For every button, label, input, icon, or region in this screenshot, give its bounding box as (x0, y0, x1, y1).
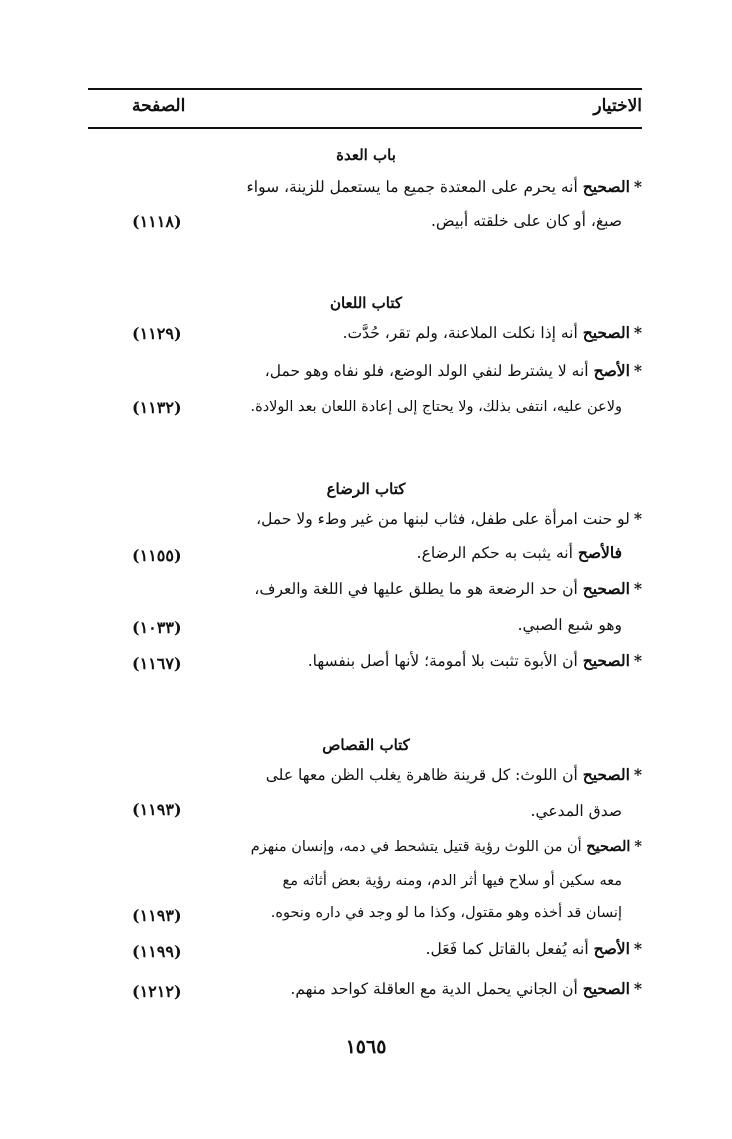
entry-text: معه سكين أو سلاح فيها أثر الدم، ومنه رؤية بعض أثاثه مع (282, 873, 622, 889)
entry-line (222, 764, 642, 786)
entry-text: أنه يثبت به حكم الرضاع. (416, 544, 573, 562)
entry-line (202, 870, 622, 892)
entry-line (222, 938, 642, 960)
page-number: ١٥٦٥ (345, 1036, 387, 1058)
entry-lead: الصحيح (582, 651, 630, 670)
entry-line (222, 836, 642, 858)
entry-text: صدق المدعي. (530, 802, 622, 820)
entry-text: أن الأبوة تثبت بلا أمومة؛ لأنها أصل بنفسها. (307, 652, 578, 670)
bullet-icon: * (633, 979, 642, 998)
bullet-icon: * (634, 838, 642, 855)
entry-lead: فالأصح (577, 543, 622, 562)
entry-line (202, 800, 622, 822)
page-reference: (١١٩٩) (132, 942, 182, 961)
entry-text: إنسان قد أخذه وهو مقتول، وكذا ما لو وجد في داره ونحوه. (270, 905, 622, 921)
entry-text: لو حنت امرأة على طفل، فثاب لبنها من غير وطء ولا حمل، (256, 510, 630, 528)
entry-line (202, 542, 622, 564)
bullet-icon: * (633, 939, 642, 958)
page-reference: (١٠٣٣) (132, 618, 182, 637)
page-reference: (١١٥٥) (132, 546, 182, 565)
entry-text: أن اللوث: كل قرينة ظاهرة يغلب الظن معها على (265, 766, 578, 784)
entry-lead: الصحيح (582, 177, 630, 196)
header-top-rule (88, 88, 642, 90)
entry-line (202, 614, 622, 636)
bullet-icon: * (633, 509, 642, 528)
header-page-column-title: الصفحة (132, 96, 186, 116)
page-reference: (١١٦٧) (132, 654, 182, 673)
page-reference: (١١٩٣) (132, 800, 182, 819)
section-title-rada: كتاب الرضاع (326, 480, 406, 498)
section-title-lian: كتاب اللعان (329, 294, 403, 312)
entry-line (222, 176, 642, 198)
entry-lead: الصحيح (582, 579, 630, 598)
entry-lead: الصحيح (582, 765, 630, 784)
page-reference: (١١٢٩) (132, 324, 182, 343)
entry-text: أنه يُفعل بالقاتل كما فَعَل. (425, 940, 589, 958)
entry-lead: الصحيح (586, 838, 631, 855)
entry-line (222, 650, 642, 672)
section-title-qisas: كتاب القصاص (322, 736, 410, 754)
bullet-icon: * (633, 579, 642, 598)
entry-text: صبغ، أو كان على خلقته أبيض. (430, 212, 622, 230)
entry-text: أنه إذا نكلت الملاعنة، ولم تقر، حُدَّت. (342, 324, 578, 342)
entry-line (202, 396, 622, 418)
bullet-icon: * (633, 765, 642, 784)
entry-text: أنه لا يشترط لنفي الولد الوضع، فلو نفاه وهو حمل، (264, 362, 589, 380)
section-title-idda: باب العدة (336, 146, 396, 164)
entry-line (222, 322, 642, 344)
entry-lead: الأصح (593, 939, 630, 958)
entry-text: أن حد الرضعة هو ما يطلق عليها في اللغة والعرف، (254, 580, 578, 598)
page-reference: (١١٣٢) (132, 398, 182, 417)
bullet-icon: * (633, 323, 642, 342)
entry-text: ولاعن عليه، انتفى بذلك، ولا يحتاج إلى إعادة اللعان بعد الولادة. (250, 399, 622, 415)
entry-line (222, 578, 642, 600)
header-title: الاختيار (593, 96, 642, 116)
page-reference: (١٢١٢) (132, 982, 182, 1001)
entry-lead: الأصح (593, 361, 630, 380)
page-reference: (١١١٨) (132, 212, 182, 231)
entry-line (202, 210, 622, 232)
entry-text: أن من اللوث رؤية قتيل يتشحط في دمه، وإنسان منهزم (250, 839, 582, 855)
entry-lead: الصحيح (582, 323, 630, 342)
entry-line (202, 902, 622, 924)
page-reference: (١١٩٣) (132, 906, 182, 925)
entry-line (222, 508, 642, 530)
bullet-icon: * (633, 177, 642, 196)
entry-line (222, 978, 642, 1000)
header-bottom-rule (88, 127, 642, 129)
bullet-icon: * (633, 651, 642, 670)
entry-text: أن الجاني يحمل الدية مع العاقلة كواحد منهم. (290, 980, 578, 998)
entry-text: أنه يحرم على المعتدة جميع ما يستعمل للزينة، سواء (246, 178, 578, 196)
entry-line (222, 360, 642, 382)
entry-text: وهو شبع الصبي. (517, 616, 622, 634)
entry-lead: الصحيح (582, 979, 630, 998)
bullet-icon: * (633, 361, 642, 380)
